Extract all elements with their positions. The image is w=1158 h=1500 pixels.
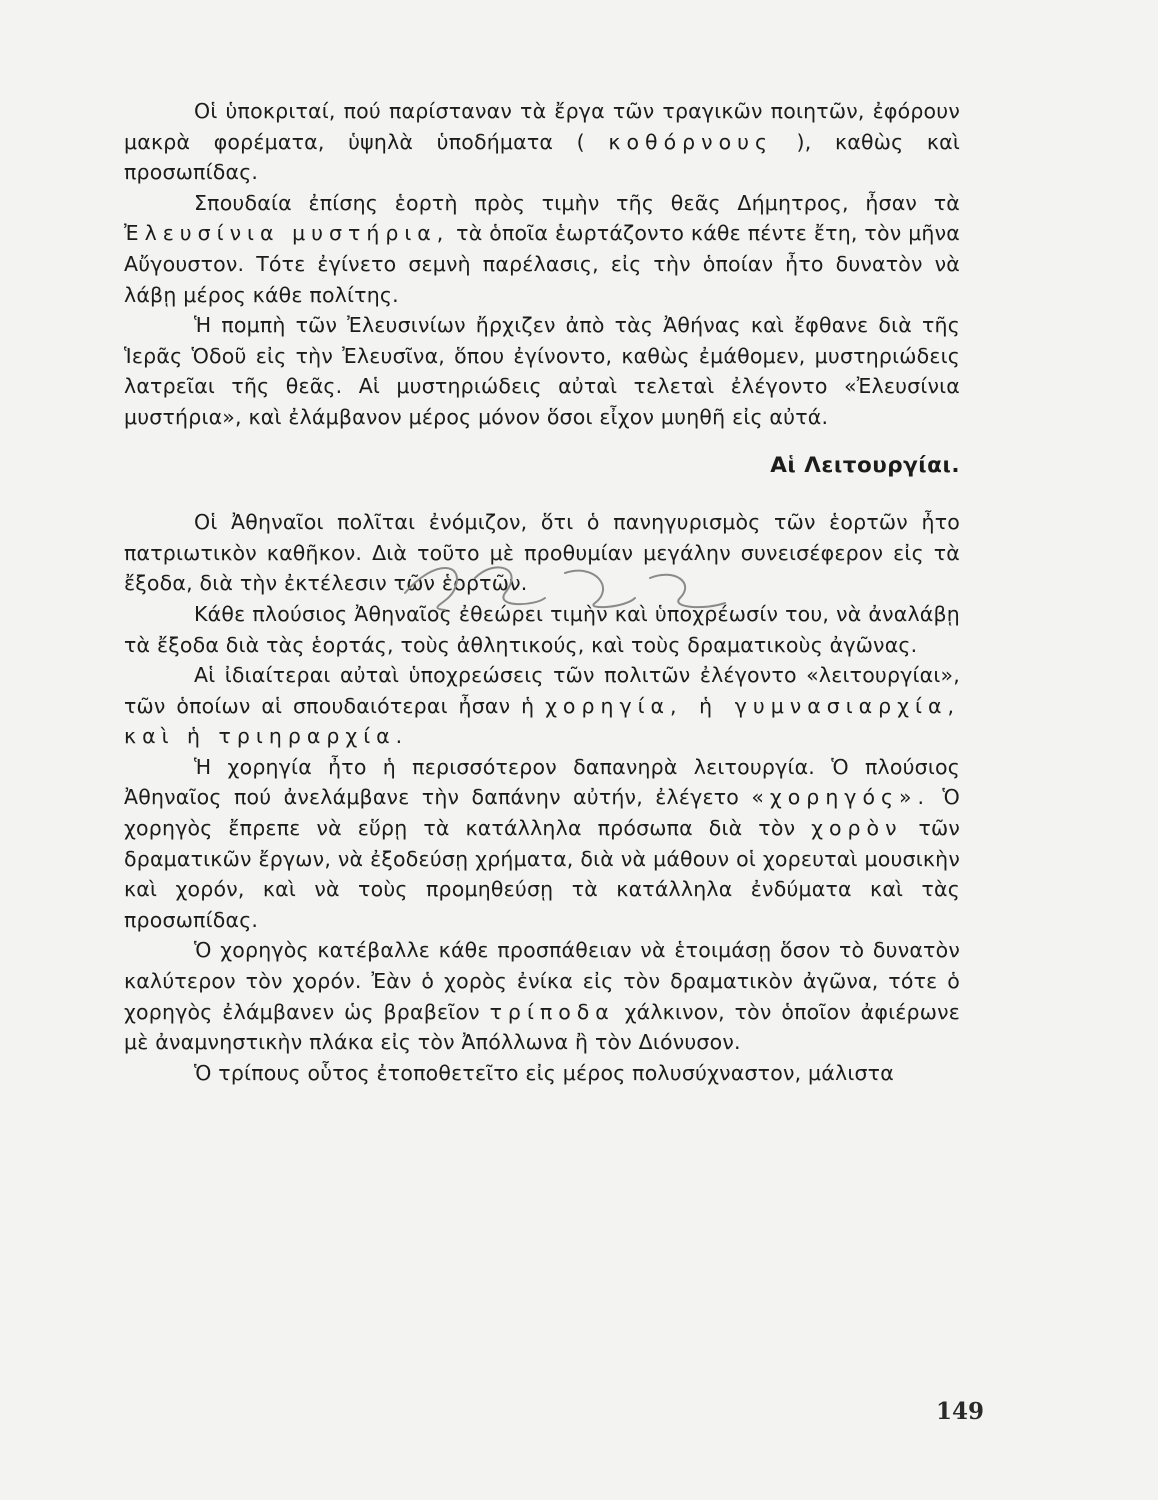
paragraph (124, 310, 960, 432)
paragraph (124, 752, 960, 936)
paragraph-text: Σπουδαία ἐπίσης ἑορτὴ πρὸς τιμὴν τῆς θεᾶς Δήμητρος, ἦσαν τὰ (194, 190, 960, 215)
body-text (124, 96, 960, 1088)
paragraph-text: Οἱ Ἀθηναῖοι πολῖται ἐνόμιζον, ὅτι ὁ πανηγυρισμὸς τῶν ἑορτῶν ἦτο πατριωτικὸν καθῆκον. Διὰ τοῦτο μὲ προθυμίαν μεγάλην συνεισέφερον εἰς τὰ ἔξοδα, διὰ τὴν ἐκτέλεσιν τῶν ἑορτῶν. (124, 510, 960, 596)
paragraph (124, 188, 960, 310)
paragraph-text: Ὁ χορηγὸς κατέβαλλε κάθε προσπάθειαν νὰ ἑτοιμάσῃ ὅσον τὸ δυνατὸν καλύτερον τὸν χορόν. Ἐὰν ὁ χορὸς ἐνίκα εἰς τὸν δραματικὸν ἀγῶνα, τότε ὁ χορηγὸς ἐλάμβανεν ὡς βραβεῖον (124, 938, 960, 1024)
paragraph-text: Οἱ ὑποκριταί, πού παρίσταναν τὰ ἔργα τῶν τραγικῶν ποιητῶν, ἐφόρουν μακρὰ φορέματα, ὑψηλὰ ὑποδήματα ( (124, 99, 960, 154)
spaced-term: κοθόρνους (608, 129, 774, 154)
spaced-term: τρίποδα (489, 999, 615, 1024)
spaced-term: χορὸν (811, 816, 903, 841)
paragraph-text: χάλκινον, τὸν ὁποῖον ἀφιέρωνε μὲ ἀναμνηστικὴν πλάκα εἰς τὸν Ἀπόλλωνα ἢ τὸν Διόνυσον. (124, 999, 960, 1055)
paragraph (124, 96, 960, 188)
paragraph-text: ), καθὼς καὶ προσωπίδας. (124, 129, 960, 185)
paragraph (124, 599, 960, 660)
paragraph-text: Ὁ τρίπους οὗτος ἐτοποθετεῖτο εἰς μέρος πολυσύχναστον, μάλιστα (194, 1060, 894, 1085)
paragraph-text: Ὁ χορηγὸς ἔπρεπε νὰ εὕρῃ τὰ κατάλληλα πρόσωπα διὰ τὸν (124, 785, 960, 841)
spaced-term: χορηγία, ἡ γυμνασιαρχία, καὶ ἡ τριηραρχία. (124, 693, 960, 749)
paragraph-text: τὰ ὁποῖα ἑωρτάζοντο κάθε πέντε ἔτη, τὸν μῆνα Αὔγουστον. Τότε ἐγίνετο σεμνὴ παρέλασις, εἰς τὴν ὁποίαν ἦτο δυνατὸν νὰ λάβῃ μέρος κάθε πολίτης. (124, 221, 960, 307)
spaced-term: «χορηγός». (751, 785, 931, 810)
section-heading: Αἱ Λειτουργίαι. (770, 452, 960, 478)
spaced-term: Ἐλευσίνια μυστήρια, (124, 221, 450, 246)
paragraph-text: Κάθε πλούσιος Ἀθηναῖος ἐθεώρει τιμὴν καὶ ὑποχρέωσίν του, νὰ ἀναλάβῃ τὰ ἔξοδα διὰ τὰς ἑορτάς, τοὺς ἀθλητικούς, καὶ τοὺς δραματικοὺς ἀγῶνας. (124, 601, 960, 657)
paragraph-text: τῶν δραματικῶν ἔργων, νὰ ἐξοδεύσῃ χρήματα, διὰ νὰ μάθουν οἱ χορευταὶ μουσικὴν καὶ χορόν, καὶ νὰ τοὺς προμηθεύσῃ τὰ κατάλληλα ἐνδύματα καὶ τὰς προσωπίδας. (124, 816, 960, 932)
paragraph (124, 507, 960, 599)
paragraph-text: Ἡ πομπὴ τῶν Ἐλευσινίων ἤρχιζεν ἀπὸ τὰς Ἀθήνας καὶ ἔφθανε διὰ τῆς Ἱερᾶς Ὁδοῦ εἰς τὴν Ἐλευσῖνα, ὅπου ἐγίνοντο, καθὼς ἐμάθομεν, μυστηριώδεις λατρεῖαι τῆς θεᾶς. Αἱ μυστηριώδεις αὐταὶ τελεταὶ ἐλέγοντο «Ἐλευσίνια μυστήρια», καὶ ἐλάμβανον μέρος μόνον ὅσοι εἶχον μυηθῆ εἰς αὐτά. (124, 313, 960, 429)
paragraph-text: Ἡ χορηγία ἦτο ἡ περισσότερον δαπανηρὰ λειτουργία. Ὁ πλούσιος Ἀθηναῖος πού ἀνελάμβανε τὴν δαπάνην αὐτήν, ἐλέγετο (124, 754, 960, 810)
paragraph (124, 935, 960, 1057)
page-number: 149 (936, 1398, 985, 1425)
paragraph (124, 1058, 960, 1089)
paragraph (124, 660, 960, 752)
paragraph-text: Αἱ ἰδιαίτεραι αὐταὶ ὑποχρεώσεις τῶν πολιτῶν ἐλέγοντο «λειτουργίαι», τῶν ὁποίων αἱ σπουδαιότεραι ἦσαν ἡ (124, 663, 960, 718)
